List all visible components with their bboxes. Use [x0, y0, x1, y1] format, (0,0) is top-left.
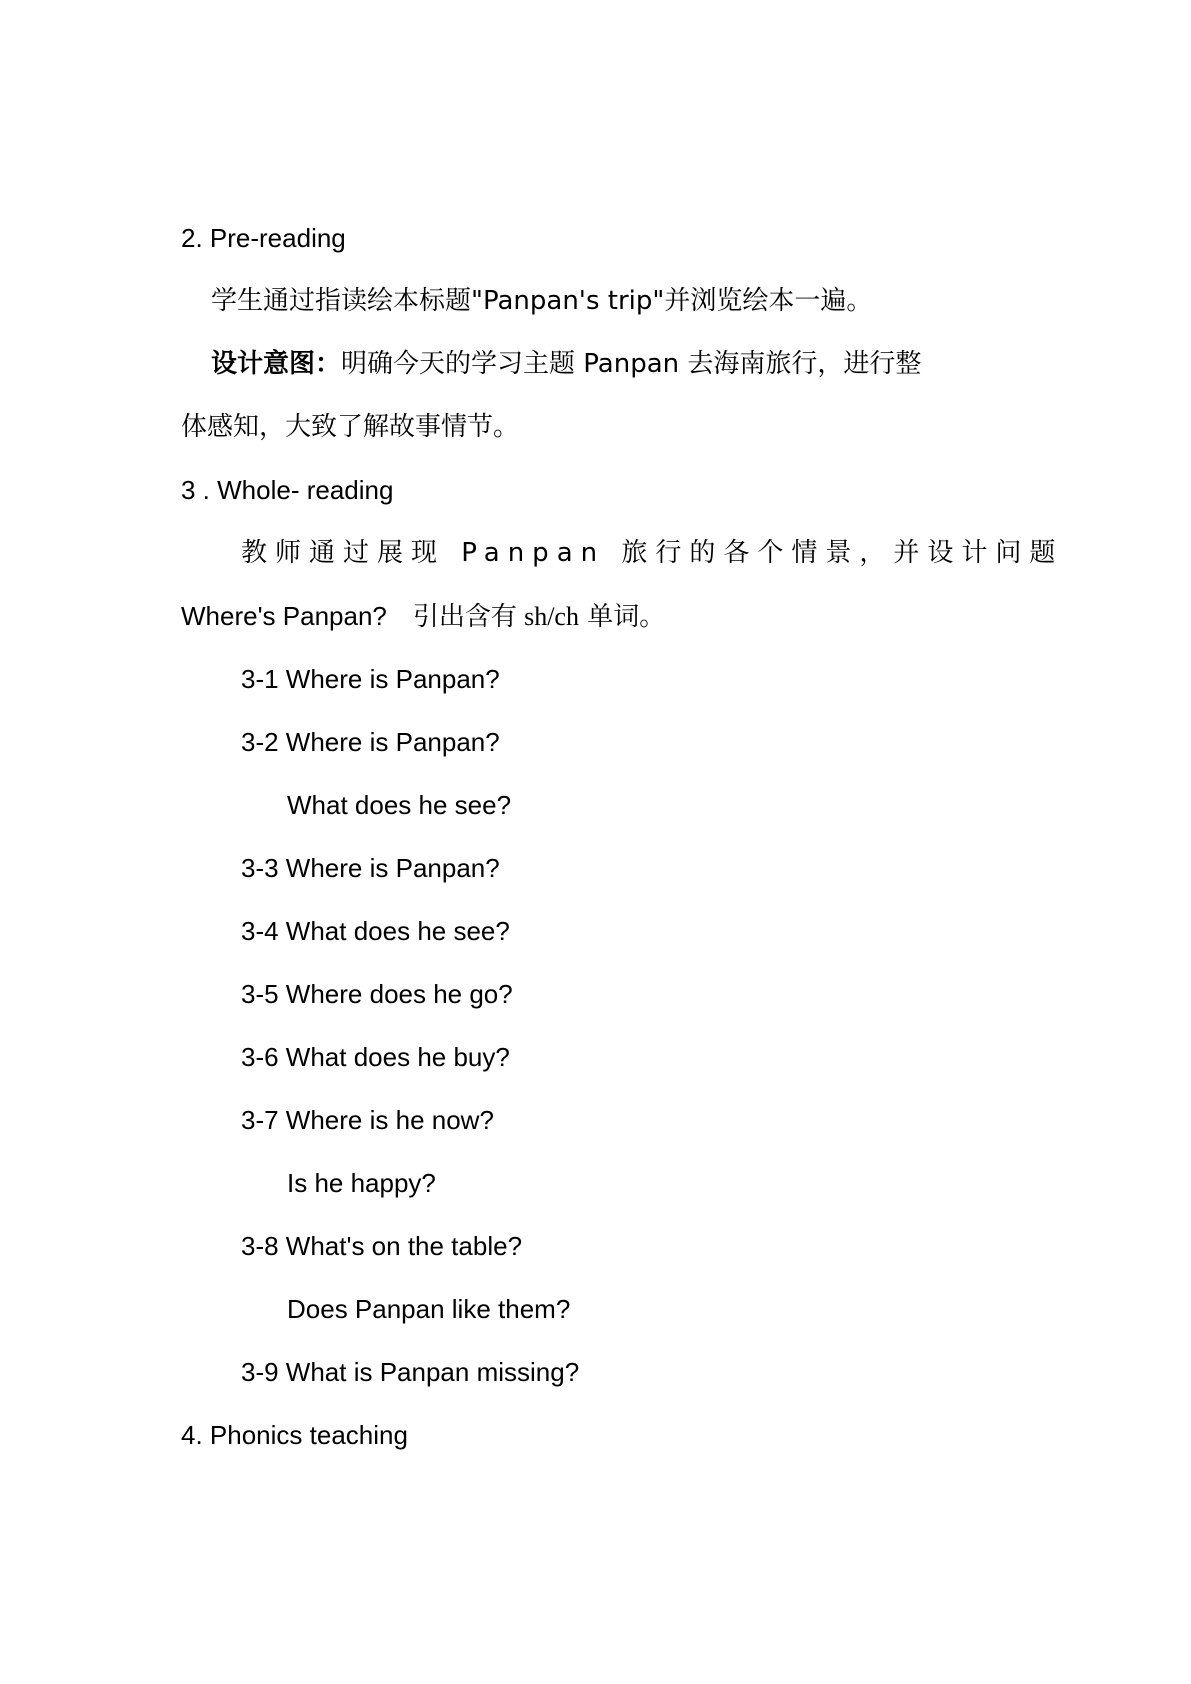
- question-item: 3-6 What does he buy?: [241, 1042, 510, 1072]
- question-item: 3-4 What does he see?: [241, 916, 510, 946]
- intro-question-text: Where's Panpan? 引出含有: [181, 601, 525, 631]
- section-heading-whole-reading: 3 . Whole- reading: [181, 475, 394, 505]
- pre-reading-paragraph: 学生通过指读绘本标题"Panpan's trip"并浏览绘本一遍。: [211, 286, 873, 316]
- design-intent-line: [211, 333, 1051, 396]
- whole-reading-intro: 教师通过展现 Panpan 旅行的各个情景，并设计问题: [241, 538, 1064, 568]
- question-item: 3-5 Where does he go?: [241, 979, 513, 1009]
- intro-phonics-pattern: sh/ch: [524, 602, 579, 631]
- question-subitem: Does Panpan like them?: [287, 1294, 571, 1324]
- question-subitem: Is he happy?: [287, 1168, 436, 1198]
- design-intent-continuation: 体感知，大致了解故事情节。: [181, 412, 520, 442]
- whole-reading-intro-continuation: [181, 585, 1021, 648]
- design-intent-label: 设计意图：: [211, 349, 342, 379]
- question-item: 3-3 Where is Panpan?: [241, 853, 500, 883]
- section-heading-phonics: 4. Phonics teaching: [181, 1420, 408, 1450]
- intro-words-text: 单词。: [578, 602, 666, 632]
- design-intent-text: 明确今天的学习主题 Panpan 去海南旅行，进行整: [341, 349, 922, 379]
- question-item: 3-2 Where is Panpan?: [241, 727, 500, 757]
- question-item: 3-9 What is Panpan missing?: [241, 1357, 580, 1387]
- section-heading-pre-reading: 2. Pre-reading: [181, 223, 346, 253]
- question-item: 3-1 Where is Panpan?: [241, 664, 500, 694]
- question-item: 3-8 What's on the table?: [241, 1231, 523, 1261]
- question-subitem: What does he see?: [287, 790, 512, 820]
- question-item: 3-7 Where is he now?: [241, 1105, 494, 1135]
